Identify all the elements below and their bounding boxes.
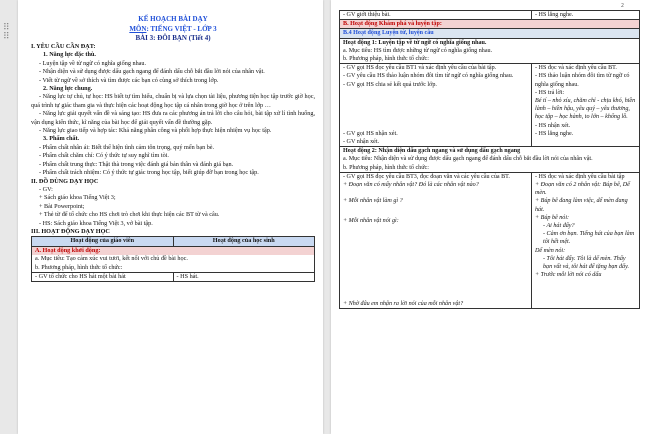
lesson-title: BÀI 3: ĐÔI BẠN (Tiết 4) [135,34,211,42]
chung-heading: 2. Năng lực chung. [43,85,93,93]
hd2-title: Hoạt động 2: Nhận diện dấu gạch ngang và sử dụng dấu gạch ngang [343,148,521,155]
page-title: KẾ HOẠCH BÀI DẠY [138,15,208,23]
hd1-gv-line: - GV nhận xét. [343,139,380,146]
section-3-heading: III. HOẠT ĐỘNG DẠY HỌC [31,227,110,235]
section-2-heading: II. ĐỒ DÙNG DẠY HỌC [31,177,99,185]
hd2-gv-cell [340,172,532,308]
hd1-hs-line: - HS nhận xét. [535,122,571,129]
dactru-item: - Nhận diện và sử dụng được dấu gạch ngang để đánh dấu chỗ bắt đầu lời nói của nhân vật. [39,68,265,76]
hd2-gv-question: + Mỗi nhân vật nói gì: [343,218,399,225]
section-1-heading: I. YÊU CẦU CẦN ĐẠT: [31,43,96,50]
chat-item: - Phẩm chất trách nhiệm: Có ý thức tự giác trong học tập, biết giúp đỡ bạn trong học tập. [39,169,259,177]
document-page-1 [18,0,323,434]
subject-rest: : TIẾNG VIỆT - LỚP 3 [146,25,217,33]
hd2-hs-answer: + Búp bê nói: [535,214,570,221]
dactru-heading: 1. Năng lực đặc thù. [43,51,96,59]
hd1-gv-line: - GV gọi HS nhận xét. [343,130,398,137]
hd1-hs-line: - HS trả lời: [535,89,565,96]
hd1-hs-line: - HS lắng nghe. [535,130,574,137]
chat-item: - Phẩm chất nhân ái: Biết thể hiện tình cảm tôn trọng, quý mến bạn bè. [39,143,215,151]
hd1-title: Hoạt động 1: Luyện tập về từ ngữ có nghĩa giống nhau. [343,39,487,46]
hs-cell: - HS lắng nghe. [532,11,640,20]
hd1-header-cell [340,38,640,64]
hd2-hs-line: - HS đọc và xác định yêu cầu bài tập [535,173,625,180]
activity-a-cell [32,246,315,272]
gv-item: + Bài Powerpoint; [39,202,85,210]
hd2-hs-answer: + Đoạn văn có 2 nhân vật: Búp bê, Dế mèn. [535,182,630,197]
hd2-line: a. Mục tiêu: Nhận diện và sử dụng được dấu gạch ngang để đánh dấu chỗ bắt đầu lời nói của nhân vật. [343,156,593,163]
hd1-hs-answer: Bé tí – nhỏ xíu, chăm chỉ - chịu khó, hiền lành – hiền hậu, yêu quý – yêu thương, học tập – học hành, to lớn – khổng lồ. [535,98,636,121]
hd2-gv-question: + Đoạn văn có mấy nhân vật? Đó là các nhân vật nào? [343,182,479,189]
hd2-gv-question: + Mỗi nhân vật làm gì ? [343,198,403,205]
gv-item: - HS: Sách giáo khoa Tiếng Việt 3, vở bài tập. [39,219,153,227]
hd2-header-cell [340,147,640,173]
hd2-hs-answer: + Trước mỗi lời nói có dấu [535,272,602,279]
hd2-hs-answer: - Cảm ơn bạn. Tiếng hát của bạn làm tôi hết mệt. [543,231,635,246]
hd2-gv-question: + Nhờ đâu em nhận ra lời nói của mỗi nhân vật? [343,300,464,307]
hd2-gv-line: - GV gọi HS đọc yêu cầu BT3, đọc đoạn văn và các yêu cầu của BT. [343,173,510,180]
section-b-title: B. Hoạt động Khám phá và luyện tập: [340,20,640,29]
hd1-hs-cell [532,64,640,147]
hd2-hs-answer: - Tôi hát đấy. Tôi là dế mèn. Thấy bạn vất vả, tôi hát để tặng bạn đấy. [543,255,629,271]
chung-item: - Năng lực giải quyết vấn đề và sáng tạo: HS đưa ra các phương án trả lời cho câu hỏi, bài tập xử lí tình huống, vận dụng kiến thức, kĩ năng của bài học để giải quyết vấn đề thường gặp. [31,110,315,126]
activity-table-continued [339,10,640,309]
hd1-line: b. Phương pháp, hình thức tổ chức: [343,56,429,63]
dactru-item: - Luyện tập về từ ngữ có nghĩa giống nhau. [39,59,147,67]
gv-cell: - GV tổ chức cho HS hát một bài hát [32,272,174,281]
dactru-item: - Viết từ ngữ về sở thích và tìm được các bạn có cùng sở thích trong lớp. [39,76,219,84]
th-gv: Hoạt động của giáo viên [32,237,174,246]
hd2-hs-answer: + Búp bê đang làm việc, dế mèn đang hát. [535,198,628,213]
section-b4-title: B.4 Hoạt động Luyện từ, luyện câu [340,29,640,38]
hd1-hs-line: - HS thảo luận nhóm đôi tìm từ ngữ có nghĩa giống nhau. [535,73,630,88]
subject-label: MÔN [129,25,147,33]
hs-cell: - HS hát. [173,272,315,281]
subject-line [31,24,315,34]
hd2-hs-cell [532,172,640,308]
gv-label: - GV: [39,185,53,193]
hd2-line: b. Phương pháp, hình thức tổ chức: [343,164,429,171]
hd1-gv-line: - GV gọi HS đọc yêu cầu BT1 và xác định yêu cầu của bài tập. [343,65,497,72]
hd2-hs-answer: - Ai hát đấy? [543,223,575,230]
hd2-hs-answer: Dế mèn nói: [535,247,566,254]
page-number: 2 [620,3,624,9]
drag-handle-icon[interactable]: ⠿ ⠿ [3,23,10,42]
chung-item: - Năng lực giao tiếp và hợp tác: Khả năng phân công và phối hợp thực hiện nhiệm vụ học tập. [39,127,272,135]
chat-item: - Phẩm chất chăm chỉ: Có ý thức tự suy nghĩ tìm tòi. [39,152,169,160]
activity-table [31,236,315,282]
hd1-gv-line: - GV yêu cầu HS thảo luận nhóm đôi tìm từ ngữ có nghĩa giống nhau. [343,73,514,80]
chat-item: - Phẩm chất trung thực: Thật thà trong việc đánh giá bản thân và đánh giá bạn. [39,160,234,168]
gv-item: + Thẻ từ để tổ chức cho HS chơi trò chơi khi thực hiện các BT từ và câu. [39,211,220,219]
hd1-hs-line: - HS đọc và xác định yêu cầu BT. [535,65,617,72]
hd1-gv-line: - GV gọi HS chia sẻ kết quả trước lớp. [343,81,437,88]
activity-a-title: A. Hoạt động khởi động: [32,247,314,255]
activity-a-line: a. Mục tiêu: Tạo cảm xúc vui tươi, kết nối với chủ đề bài học. [35,255,188,263]
th-hs: Hoạt động của học sinh [173,237,315,246]
gv-cell: - GV giới thiệu bài. [340,11,532,20]
activity-a-line: b. Phương pháp, hình thức tổ chức: [35,263,123,271]
gv-item: + Sách giáo khoa Tiếng Việt 3; [39,194,116,202]
hd1-line: a. Mục tiêu: HS tìm được những từ ngữ có nghĩa giống nhau. [343,47,493,54]
document-page-2 [331,0,650,434]
chat-heading: 3. Phẩm chất. [43,135,80,143]
hd1-gv-cell [340,64,532,147]
chung-item: - Năng lực tự chủ, tự học: HS biết tự tìm hiểu, chuẩn bị và lựa chọn tài liệu, phương tiện học tập trước giờ học, quá trình tự giác tham gia và thực hiện các hoạt động học tập cá nhân trong giờ học ở trên lớp … [31,93,315,109]
